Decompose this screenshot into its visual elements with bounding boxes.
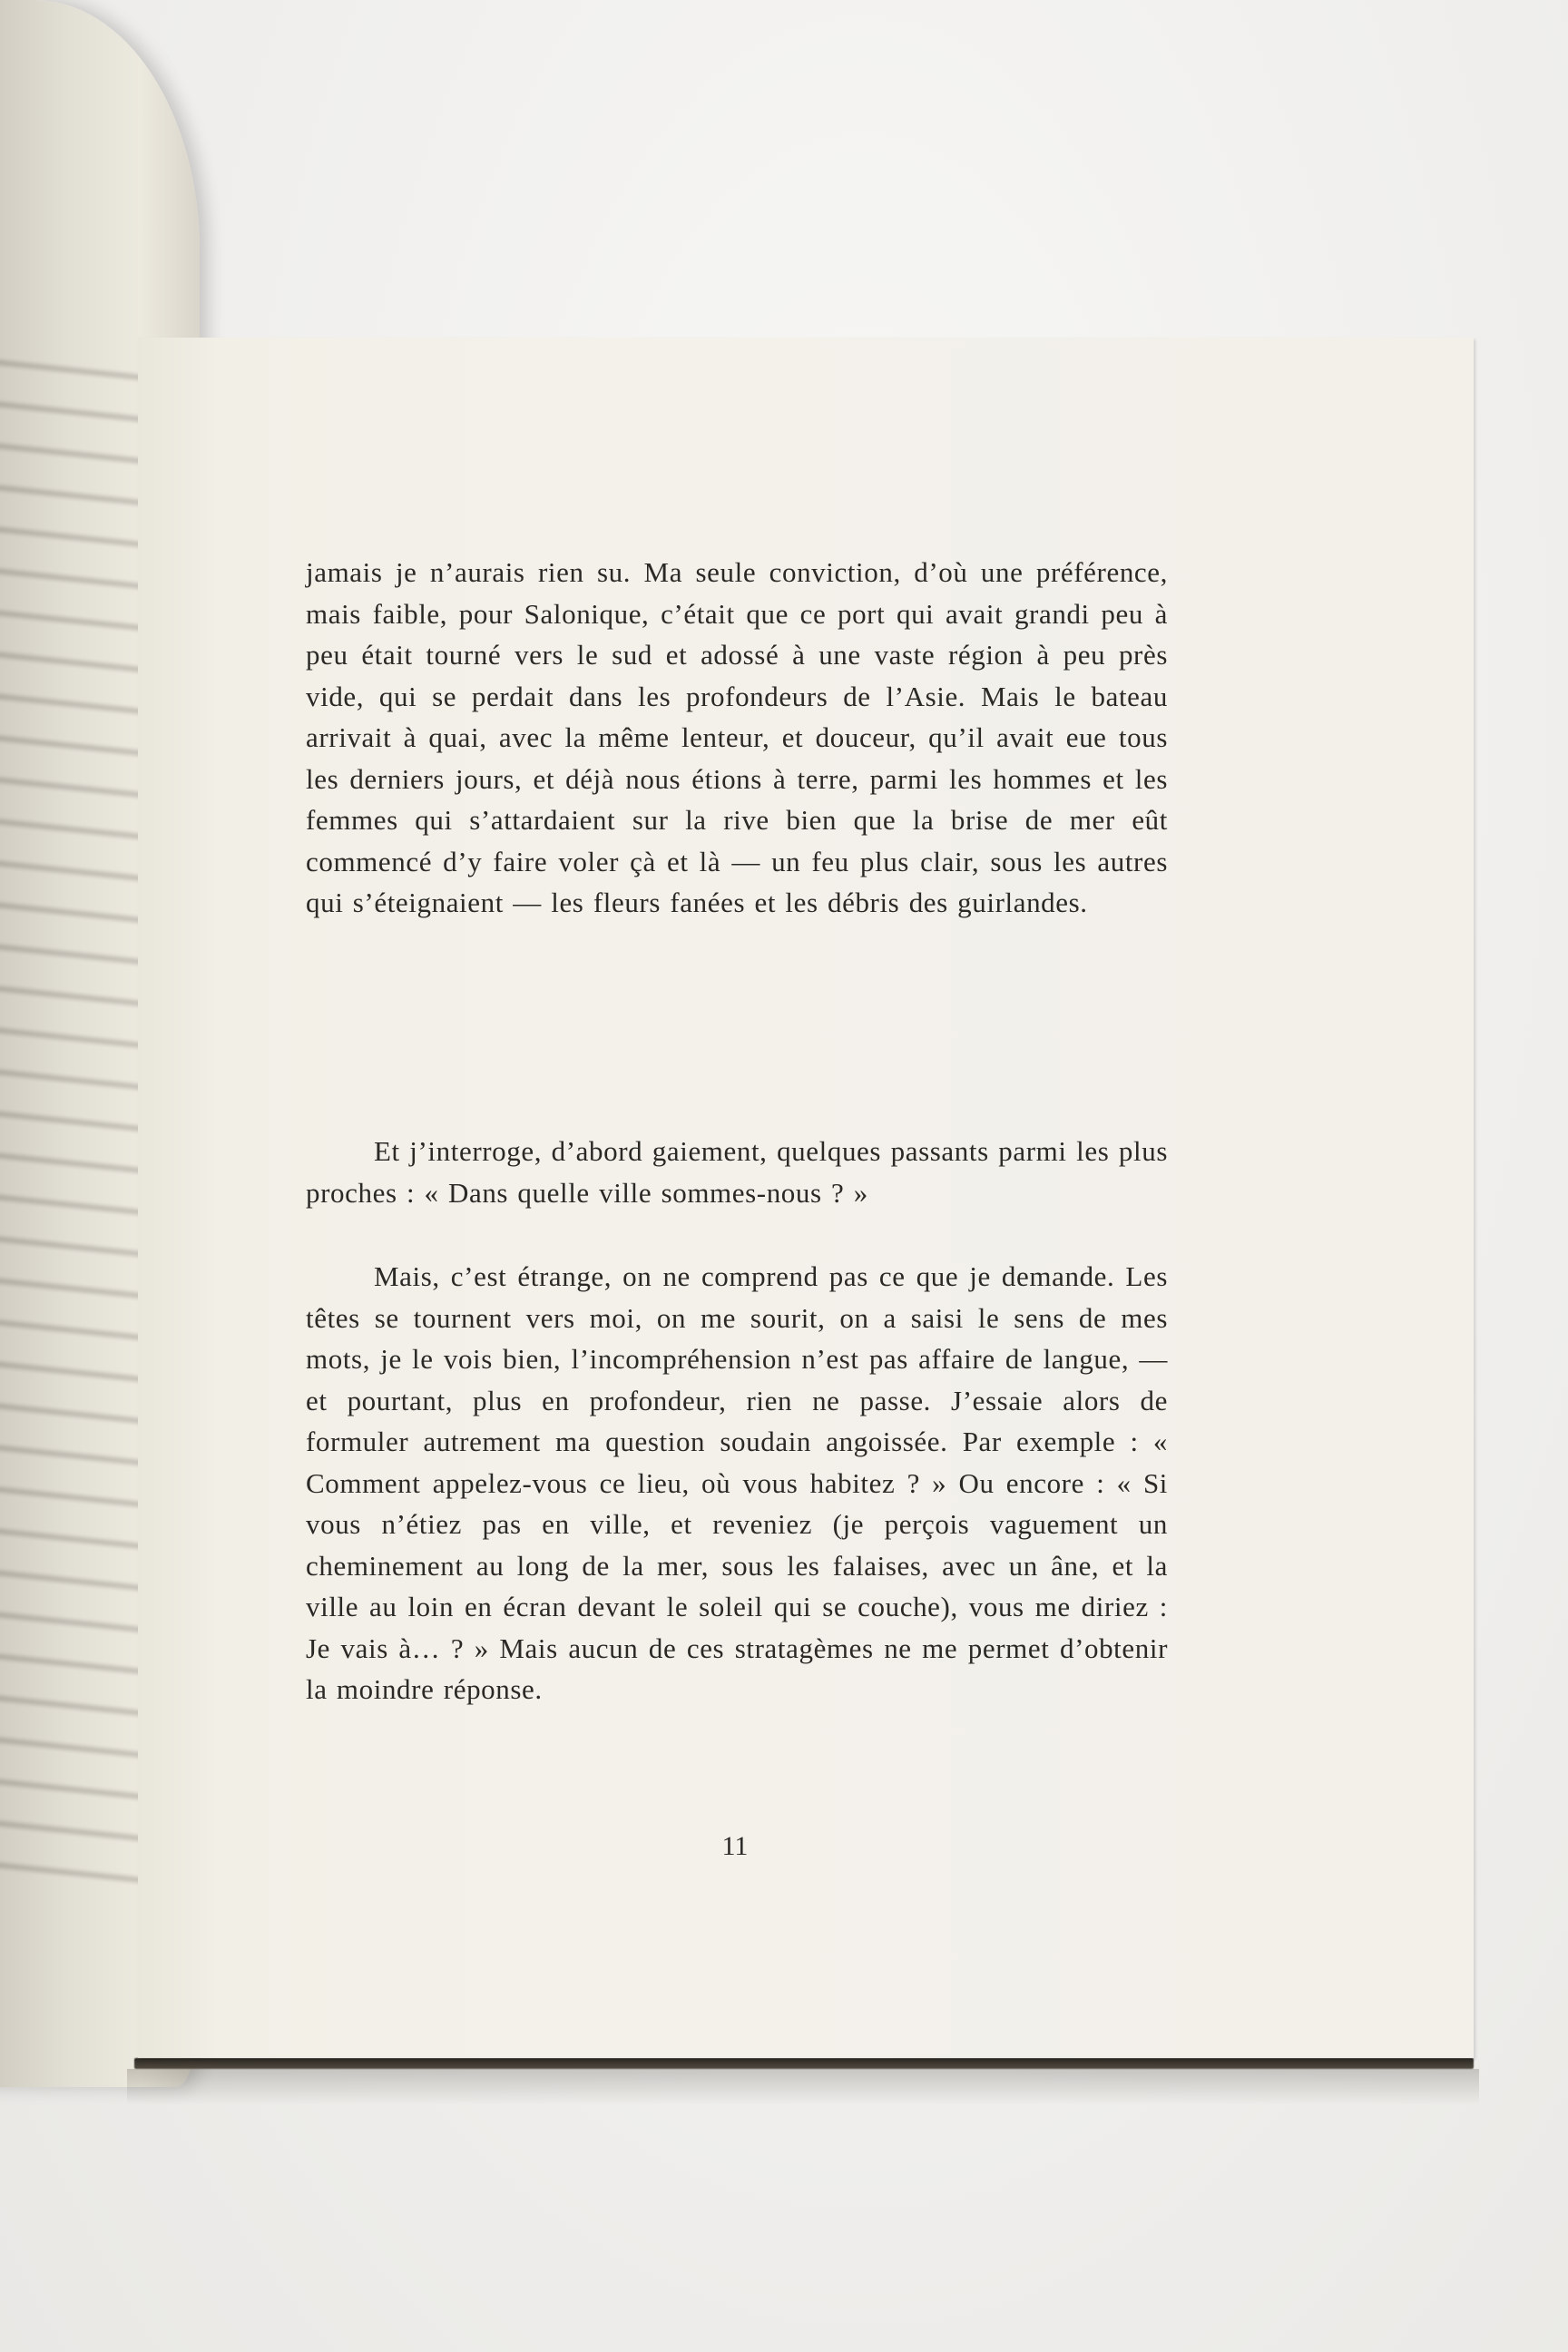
paragraph-1-text: jamais je n’aurais rien su. Ma seule conviction, d’où une préférence, mais faible, pour Salonique, c’était que ce port qui avait grandi peu à peu était tourné vers le sud et adossé à une vaste région à peu près vide, qui se perdait dans les profondeurs de l’Asie. Mais le bateau arrivait à quai, avec la même lenteur, et douceur, qu’il avait eue tous les derniers jours, et déjà nous étions à terre, parmi les hommes et les femmes qui s’attardaient sur la rive bien que la brise de mer eût commencé d’y faire voler çà et là — un feu plus clair, sous les autres qui s’éteignaient — les fleurs fanées et les débris des guirlandes. [306, 556, 1168, 918]
paragraph-2-text: Et j’interroge, d’abord gaiement, quelques passants parmi les plus proches : « Dans quelle ville sommes-nous ? » [306, 1135, 1168, 1209]
book-bottom-edge [134, 2058, 1474, 2069]
paragraph-1 [306, 552, 1168, 924]
page-number: 11 [721, 1831, 749, 1861]
paragraph-2 [306, 1131, 1168, 1213]
paragraph-3-text: Mais, c’est étrange, on ne comprend pas ce que je demande. Les têtes se tournent vers moi, on me sourit, on a saisi le sens de mes mots, je le vois bien, l’incompréhension n’est pas affaire de langue, — et pourtant, plus en profondeur, rien ne passe. J’essaie alors de formuler autrement ma question soudain angoissée. Par exemple : « Comment appelez-vous ce lieu, où vous habitez ? » Ou encore : « Si vous n’étiez pas en ville, et reveniez (je perçois vaguement un cheminement au long de la mer, sous les falaises, avec un âne, et la ville au loin en écran devant le soleil qui se couche), vous me diriez : Je vais à… ? » Mais aucun de ces stratagèmes ne me permet d’obtenir la moindre réponse. [306, 1260, 1168, 1705]
paragraph-3 [306, 1256, 1168, 1710]
book-shadow [127, 2069, 1479, 2105]
